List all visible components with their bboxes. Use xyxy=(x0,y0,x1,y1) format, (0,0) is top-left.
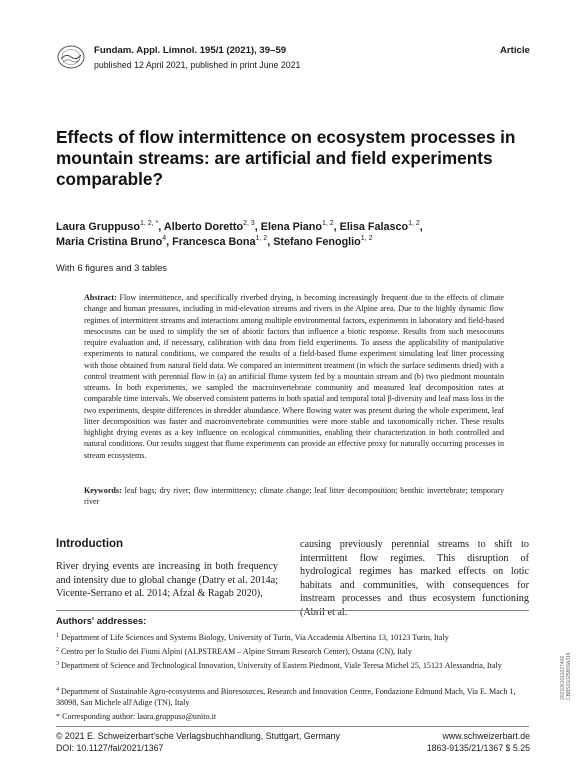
figures-tables-note: With 6 figures and 3 tables xyxy=(56,262,167,273)
author-affiliation: 1, 2 xyxy=(360,235,373,242)
introduction-column-right: causing previously perennial streams to shift to intermittent flow regimes. This disruption of hydrological regimes has marked effects on lotic habitats and communities, with consequences for instream processes and thus ecosystem functioning (Abril et al. xyxy=(300,539,529,618)
author-list-line-1: Laura Gruppuso$^{1, 2, *}$, Alberto Doretto$^{2, 3}$, Elena Piano$^{1, 2}$, Elisa Falasco$^{1, 2}$, xyxy=(56,220,423,233)
footer-divider xyxy=(56,726,529,727)
address-text: Department of Science and Technological Innovation, University of Eastern Piedmont, Viale Teresa Michel 25, 15121 Alessandria, Italy xyxy=(61,661,502,670)
address-number: 3 xyxy=(56,661,59,667)
abstract xyxy=(84,292,504,461)
side-identifier: 2021061011627406 CBBS31025869A316 xyxy=(560,652,572,700)
addresses-heading: Authors' addresses: xyxy=(56,615,147,626)
author-name: Stefano Fenoglio xyxy=(273,236,361,248)
publisher-website: www.schweizerbart.de xyxy=(442,731,530,741)
introduction-column-left: River drying events are increasing in both frequency and intensity due to global change (Datry et al. 2014a; Vicente-Serrano et al. 2014; Afzal & Ragab 2020), xyxy=(56,561,278,599)
keywords-label: Keywords: xyxy=(84,486,122,495)
address-item xyxy=(56,659,526,671)
author-name: Francesca Bona xyxy=(172,236,256,248)
journal-logo-icon xyxy=(56,44,86,70)
keywords-text: leaf bags; dry river; flow intermittency; climate change; leaf litter decomposition; benthic invertebrate; temporary river xyxy=(84,486,504,507)
address-item xyxy=(56,645,526,657)
section-heading-introduction: Introduction xyxy=(56,538,124,550)
author-affiliation: 4 xyxy=(162,235,167,242)
address-item xyxy=(56,631,526,643)
author-name: Elisa Falasco xyxy=(339,221,409,233)
author-list-line-2: Maria Cristina Bruno$^4$, Francesca Bona$^{1, 2}$, Stefano Fenoglio$^{1, 2}$ xyxy=(56,235,373,248)
author-name: Elena Piano xyxy=(260,221,322,233)
author-affiliation: 1, 2 xyxy=(321,220,334,227)
addresses-divider xyxy=(56,610,529,611)
journal-citation: Fundam. Appl. Limnol. 195/1 (2021), 39–59 xyxy=(94,45,287,56)
doi: DOI: 10.1127/fal/2021/1367 xyxy=(56,743,164,753)
address-text: Centro per lo Studio dei Fiumi Alpini (ALPSTREAM – Alpine Stream Research Center), Ostana (CN), Italy xyxy=(61,647,412,656)
author-affiliation: 2, 3 xyxy=(243,220,255,227)
address-number: 2 xyxy=(56,647,59,653)
author-name: Alberto Doretto xyxy=(163,221,244,233)
address-text: Department of Sustainable Agro-ecosystems and Bioresources, Research and Innovation Centre, Fondazione Edmund Mach, Via E. Mach 1, 38098, San Michele all'Adige (TN), Italy xyxy=(56,687,516,707)
address-number: 4 xyxy=(56,687,59,693)
address-number: 1 xyxy=(56,633,59,639)
article-type: Article xyxy=(500,45,530,56)
publication-dates: published 12 April 2021, published in print June 2021 xyxy=(94,60,301,70)
author-affiliation: 1, 2 xyxy=(408,220,420,227)
author-affiliation: 1, 2, * xyxy=(139,220,159,227)
paper-title: Effects of flow intermittence on ecosystem processes in mountain streams: are artificial and field experiments comparable? xyxy=(56,127,516,189)
author-affiliation: 1, 2 xyxy=(255,235,268,242)
corresponding-author: * Corresponding author: laura.gruppuso@unito.it xyxy=(56,712,217,721)
copyright: © 2021 E. Schweizerbart'sche Verlagsbuchhandlung, Stuttgart, Germany xyxy=(56,731,340,741)
abstract-label: Abstract: xyxy=(84,293,117,302)
keywords xyxy=(84,485,504,508)
author-name: Maria Cristina Bruno xyxy=(56,236,163,248)
author-name: Laura Gruppuso xyxy=(56,221,140,233)
abstract-text: Flow intermittence, and specifically riverbed drying, is becoming increasingly frequent due to the effects of climate change and human pressures, including in mid-elevation streams and rivers in the Alpine area. Due to the highly dynamic flow regimes of intermittent streams and interactions among multiple environmental factors, experiments in laboratory and field-based mesocosms can be used to simplify the set of abiotic factors that influence a biotic response. Results from such mesocosms require evaluation and, if necessary, calibration with data from field experiments. To assess the applicability of manipulative experiments to natural conditions, we compared the results of a field-based flume experiment simulating leaf litter processing with those obtained from natural field data. We compared an intermittent treatment (in which the surface sediments dried) with a control treatment with perennial flow in (a) an artificial flume system fed by a mountain stream and (b) two piedmont mountain streams. In both experiments, we sampled the macroinvertebrate community and measured leaf decomposition rates at comparable time intervals. We observed consistent patterns in both spatial and temporal total β-diversity and leaf mass loss in the two experiments, despite differences in shredder abundance. Where flowing water was present during the whole experiment, leaf litter decomposition was faster and macroinvertebrate communities were more stable and taxonomically richer. These results highlight drying events as a key influence on ecological communities, enabling their characterization in both controlled and natural conditions. Our results suggest that flume experiments can provide an effective proxy for naturally occurring processes in stream ecosystems. xyxy=(84,293,504,460)
issn-price: 1863-9135/21/1367 $ 5.25 xyxy=(426,743,530,753)
address-item xyxy=(56,685,526,708)
address-text: Department of Life Sciences and Systems Biology, University of Turin, Via Accademia Albertina 13, 10123 Turin, Italy xyxy=(61,633,449,642)
